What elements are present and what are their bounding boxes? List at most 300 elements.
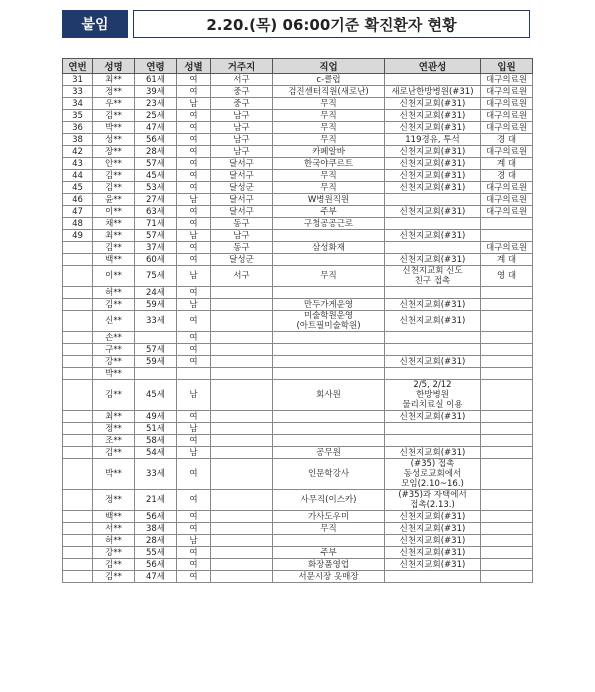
cell-residence (211, 459, 273, 490)
cell-sex: 남 (177, 447, 211, 459)
cell-occupation (273, 344, 385, 356)
cell-occupation: 무직 (273, 134, 385, 146)
cell-hospital (481, 218, 533, 230)
cell-residence: 달성군 (211, 182, 273, 194)
cell-name: 김** (93, 380, 135, 411)
cell-number: 45 (63, 182, 93, 194)
cell-name: 김** (93, 299, 135, 311)
cell-connection: 신천지교회(#31) (385, 311, 481, 332)
cell-residence: 남구 (211, 146, 273, 158)
cell-hospital: 대구의료원 (481, 122, 533, 134)
table-row (63, 122, 533, 134)
cell-age: 25세 (135, 110, 177, 122)
cell-name: 우** (93, 98, 135, 110)
cell-occupation: 인문학강사 (273, 459, 385, 490)
cell-number (63, 411, 93, 423)
cell-sex: 여 (177, 523, 211, 535)
cell-connection: 신천지교회(#31) (385, 523, 481, 535)
cell-hospital (481, 547, 533, 559)
cell-sex: 남 (177, 98, 211, 110)
cell-sex: 여 (177, 287, 211, 299)
cell-connection (385, 344, 481, 356)
cell-number (63, 490, 93, 511)
cell-sex: 여 (177, 356, 211, 368)
cell-number (63, 535, 93, 547)
table-row (63, 146, 533, 158)
cell-name: 박** (93, 459, 135, 490)
cell-number (63, 571, 93, 583)
cell-age: 45세 (135, 170, 177, 182)
cell-number (63, 447, 93, 459)
cell-number: 38 (63, 134, 93, 146)
cell-occupation (273, 287, 385, 299)
cell-sex: 남 (177, 299, 211, 311)
cell-number: 31 (63, 74, 93, 86)
cell-occupation: 화장품영업 (273, 559, 385, 571)
cell-residence (211, 435, 273, 447)
cell-hospital: 대구의료원 (481, 146, 533, 158)
cell-hospital: 대구의료원 (481, 86, 533, 98)
cell-occupation: 검진센터직원(새로난) (273, 86, 385, 98)
cell-occupation: 삼성화재 (273, 242, 385, 254)
cell-occupation (273, 423, 385, 435)
cell-connection (385, 571, 481, 583)
cell-age: 57세 (135, 158, 177, 170)
table-row (63, 194, 533, 206)
table-row (63, 511, 533, 523)
cell-number: 46 (63, 194, 93, 206)
cell-number: 44 (63, 170, 93, 182)
cell-name: 박** (93, 368, 135, 380)
cell-sex: 남 (177, 230, 211, 242)
cell-residence: 달서구 (211, 194, 273, 206)
cell-connection: 새로난한방병원(#31) (385, 86, 481, 98)
cell-hospital (481, 380, 533, 411)
cell-name: 최** (93, 411, 135, 423)
cell-connection: 119경유, 투석 (385, 134, 481, 146)
cell-hospital (481, 523, 533, 535)
cell-number: 48 (63, 218, 93, 230)
cell-number (63, 254, 93, 266)
cell-residence: 동구 (211, 218, 273, 230)
cell-sex: 여 (177, 74, 211, 86)
cell-hospital (481, 411, 533, 423)
table-row (63, 206, 533, 218)
cell-hospital: 대구의료원 (481, 194, 533, 206)
patients-table (62, 58, 533, 583)
cell-residence: 동구 (211, 242, 273, 254)
cell-name: 안** (93, 158, 135, 170)
col-header-sex: 성별 (177, 59, 211, 74)
table-row (63, 411, 533, 423)
cell-residence (211, 380, 273, 411)
cell-connection: 신천지교회(#31) (385, 535, 481, 547)
cell-name: 정** (93, 86, 135, 98)
cell-hospital: 대구의료원 (481, 98, 533, 110)
cell-age (135, 332, 177, 344)
table-row (63, 344, 533, 356)
cell-sex: 여 (177, 134, 211, 146)
cell-sex: 여 (177, 254, 211, 266)
cell-residence (211, 490, 273, 511)
cell-connection: 신천지교회(#31) (385, 559, 481, 571)
cell-hospital: 경 대 (481, 134, 533, 146)
cell-age: 71세 (135, 218, 177, 230)
cell-name: 이** (93, 206, 135, 218)
cell-occupation: 무직 (273, 182, 385, 194)
table-row (63, 559, 533, 571)
cell-age: 28세 (135, 535, 177, 547)
cell-number (63, 266, 93, 287)
table-row (63, 134, 533, 146)
cell-sex: 남 (177, 194, 211, 206)
cell-name: 신** (93, 311, 135, 332)
cell-name: 강** (93, 547, 135, 559)
cell-number (63, 380, 93, 411)
table-row (63, 447, 533, 459)
cell-name: 손** (93, 332, 135, 344)
cell-age: 27세 (135, 194, 177, 206)
cell-connection: 신천지교회(#31) (385, 230, 481, 242)
cell-sex: 여 (177, 311, 211, 332)
cell-age: 60세 (135, 254, 177, 266)
cell-connection: 신천지교회(#31) (385, 447, 481, 459)
cell-name: 성** (93, 134, 135, 146)
cell-age: 47세 (135, 122, 177, 134)
cell-residence (211, 447, 273, 459)
table-row (63, 98, 533, 110)
table-header-row (63, 59, 533, 74)
table-row (63, 182, 533, 194)
cell-hospital (481, 535, 533, 547)
attachment-label: 붙임 (62, 10, 128, 38)
cell-age: 57세 (135, 230, 177, 242)
col-header-name: 성명 (93, 59, 135, 74)
cell-name: 박** (93, 122, 135, 134)
col-header-hospital: 입원 (481, 59, 533, 74)
table-row (63, 435, 533, 447)
cell-sex: 여 (177, 490, 211, 511)
table-row (63, 311, 533, 332)
cell-connection: 신천지교회(#31) (385, 511, 481, 523)
cell-residence (211, 523, 273, 535)
cell-connection: 신천지교회(#31) (385, 182, 481, 194)
cell-connection (385, 368, 481, 380)
cell-residence (211, 344, 273, 356)
cell-number (63, 511, 93, 523)
cell-age: 56세 (135, 559, 177, 571)
cell-sex: 여 (177, 170, 211, 182)
cell-age: 24세 (135, 287, 177, 299)
table-body (63, 74, 533, 583)
cell-name: 백** (93, 511, 135, 523)
cell-residence: 남구 (211, 134, 273, 146)
cell-number (63, 344, 93, 356)
cell-age: 59세 (135, 299, 177, 311)
cell-occupation: 서문시장 옷매장 (273, 571, 385, 583)
cell-sex: 여 (177, 242, 211, 254)
cell-hospital (481, 299, 533, 311)
cell-occupation (273, 535, 385, 547)
cell-residence: 남구 (211, 230, 273, 242)
cell-sex: 남 (177, 380, 211, 411)
cell-number: 43 (63, 158, 93, 170)
cell-occupation (273, 356, 385, 368)
cell-hospital (481, 230, 533, 242)
cell-sex (177, 368, 211, 380)
cell-hospital: 대구의료원 (481, 74, 533, 86)
cell-age: 56세 (135, 511, 177, 523)
cell-age: 47세 (135, 571, 177, 583)
cell-occupation (273, 332, 385, 344)
cell-sex: 남 (177, 266, 211, 287)
cell-hospital (481, 311, 533, 332)
cell-connection (385, 194, 481, 206)
cell-hospital: 대구의료원 (481, 206, 533, 218)
cell-number (63, 459, 93, 490)
cell-name: 조** (93, 435, 135, 447)
cell-number (63, 356, 93, 368)
cell-residence (211, 535, 273, 547)
cell-name: 김** (93, 182, 135, 194)
table-row (63, 535, 533, 547)
cell-age: 33세 (135, 459, 177, 490)
cell-name: 윤** (93, 194, 135, 206)
table-row (63, 74, 533, 86)
cell-hospital (481, 447, 533, 459)
col-header-number: 연번 (63, 59, 93, 74)
table-row (63, 423, 533, 435)
table-row (63, 170, 533, 182)
cell-occupation: 카페알바 (273, 146, 385, 158)
cell-occupation: 만두가게운영 (273, 299, 385, 311)
cell-connection: 2/5, 2/12 한방병원 물리치료실 이용 (385, 380, 481, 411)
cell-occupation (273, 435, 385, 447)
cell-connection (385, 242, 481, 254)
cell-connection: 신천지교회(#31) (385, 206, 481, 218)
cell-occupation: 무직 (273, 170, 385, 182)
cell-residence (211, 411, 273, 423)
cell-age: 56세 (135, 134, 177, 146)
col-header-connection: 연관성 (385, 59, 481, 74)
cell-sex: 여 (177, 547, 211, 559)
cell-number (63, 311, 93, 332)
cell-age: 63세 (135, 206, 177, 218)
cell-name: 정** (93, 423, 135, 435)
table-row (63, 332, 533, 344)
cell-residence: 남구 (211, 110, 273, 122)
cell-hospital: 대구의료원 (481, 110, 533, 122)
cell-sex: 여 (177, 435, 211, 447)
table-row (63, 218, 533, 230)
cell-residence: 서구 (211, 266, 273, 287)
cell-name: 이** (93, 266, 135, 287)
cell-connection (385, 435, 481, 447)
cell-hospital (481, 571, 533, 583)
cell-residence (211, 356, 273, 368)
cell-sex: 여 (177, 411, 211, 423)
cell-name: 서** (93, 523, 135, 535)
cell-age (135, 368, 177, 380)
cell-residence (211, 571, 273, 583)
table-row (63, 356, 533, 368)
cell-hospital: 계 대 (481, 254, 533, 266)
cell-sex: 여 (177, 218, 211, 230)
cell-hospital (481, 490, 533, 511)
cell-number: 42 (63, 146, 93, 158)
cell-hospital (481, 423, 533, 435)
cell-residence: 중구 (211, 98, 273, 110)
cell-hospital: 계 대 (481, 158, 533, 170)
table-row (63, 266, 533, 287)
cell-age: 39세 (135, 86, 177, 98)
cell-sex: 여 (177, 571, 211, 583)
cell-hospital: 영 대 (481, 266, 533, 287)
cell-connection: 신천지교회(#31) (385, 158, 481, 170)
cell-connection: 신천지교회(#31) (385, 170, 481, 182)
cell-occupation: 공무원 (273, 447, 385, 459)
cell-residence (211, 511, 273, 523)
cell-sex: 여 (177, 559, 211, 571)
cell-occupation: 무직 (273, 98, 385, 110)
cell-residence (211, 547, 273, 559)
cell-name: 김** (93, 571, 135, 583)
table-row (63, 287, 533, 299)
cell-hospital (481, 287, 533, 299)
table-row (63, 490, 533, 511)
cell-age: 38세 (135, 523, 177, 535)
cell-occupation: 구청공공근로 (273, 218, 385, 230)
cell-sex: 여 (177, 459, 211, 490)
cell-number (63, 559, 93, 571)
cell-age: 37세 (135, 242, 177, 254)
cell-residence: 달성군 (211, 254, 273, 266)
cell-connection (385, 218, 481, 230)
cell-age: 53세 (135, 182, 177, 194)
cell-hospital (481, 459, 533, 490)
cell-name: 김** (93, 447, 135, 459)
cell-occupation: 회사원 (273, 380, 385, 411)
cell-sex: 남 (177, 535, 211, 547)
table-row (63, 368, 533, 380)
cell-name: 허** (93, 287, 135, 299)
cell-hospital (481, 332, 533, 344)
cell-connection: 신천지교회(#31) (385, 356, 481, 368)
cell-connection (385, 74, 481, 86)
cell-sex: 여 (177, 158, 211, 170)
cell-name: 정** (93, 490, 135, 511)
cell-hospital (481, 368, 533, 380)
col-header-residence: 거주지 (211, 59, 273, 74)
cell-number (63, 435, 93, 447)
cell-name: 김** (93, 170, 135, 182)
cell-sex: 여 (177, 146, 211, 158)
cell-name: 최** (93, 74, 135, 86)
cell-residence: 달서구 (211, 170, 273, 182)
cell-occupation: 무직 (273, 110, 385, 122)
cell-connection (385, 423, 481, 435)
cell-number: 49 (63, 230, 93, 242)
cell-connection: 신천지교회(#31) (385, 254, 481, 266)
cell-age: 75세 (135, 266, 177, 287)
cell-number (63, 547, 93, 559)
page-title: 2.20.(목) 06:00기준 확진환자 현황 (133, 10, 530, 38)
cell-name: 허** (93, 535, 135, 547)
table-row (63, 547, 533, 559)
table-row (63, 158, 533, 170)
cell-age: 61세 (135, 74, 177, 86)
cell-sex: 여 (177, 110, 211, 122)
cell-connection: 신천지교회(#31) (385, 110, 481, 122)
cell-residence: 중구 (211, 86, 273, 98)
cell-name: 구** (93, 344, 135, 356)
cell-hospital: 경 대 (481, 170, 533, 182)
cell-age: 54세 (135, 447, 177, 459)
cell-residence (211, 368, 273, 380)
cell-age: 23세 (135, 98, 177, 110)
cell-age: 45세 (135, 380, 177, 411)
cell-hospital: 대구의료원 (481, 242, 533, 254)
cell-residence: 달서구 (211, 206, 273, 218)
table-row (63, 86, 533, 98)
cell-number (63, 287, 93, 299)
cell-connection: 신천지교회(#31) (385, 98, 481, 110)
cell-age: 28세 (135, 146, 177, 158)
cell-residence (211, 332, 273, 344)
cell-name: 백** (93, 254, 135, 266)
cell-number: 35 (63, 110, 93, 122)
cell-name: 김** (93, 559, 135, 571)
table-row (63, 230, 533, 242)
cell-connection: 신천지교회(#31) (385, 547, 481, 559)
cell-age: 49세 (135, 411, 177, 423)
cell-sex: 여 (177, 182, 211, 194)
cell-residence (211, 559, 273, 571)
cell-name: 김** (93, 110, 135, 122)
cell-hospital (481, 344, 533, 356)
cell-occupation: 한국야쿠르트 (273, 158, 385, 170)
cell-residence (211, 287, 273, 299)
cell-number: 33 (63, 86, 93, 98)
cell-residence: 남구 (211, 122, 273, 134)
cell-sex: 여 (177, 344, 211, 356)
cell-age: 33세 (135, 311, 177, 332)
cell-number: 36 (63, 122, 93, 134)
cell-residence: 서구 (211, 74, 273, 86)
cell-connection: 신천지교회(#31) (385, 411, 481, 423)
cell-number (63, 242, 93, 254)
cell-age: 58세 (135, 435, 177, 447)
cell-hospital (481, 559, 533, 571)
cell-number (63, 423, 93, 435)
cell-age: 55세 (135, 547, 177, 559)
cell-connection: 신천지교회(#31) (385, 299, 481, 311)
cell-residence (211, 311, 273, 332)
cell-age: 59세 (135, 356, 177, 368)
cell-connection: 신천지교회(#31) (385, 122, 481, 134)
cell-sex: 여 (177, 511, 211, 523)
cell-hospital (481, 511, 533, 523)
cell-connection: 신천지교회 신도 친구 접촉 (385, 266, 481, 287)
cell-residence: 달서구 (211, 158, 273, 170)
cell-occupation: 주부 (273, 206, 385, 218)
cell-connection (385, 287, 481, 299)
table-row (63, 254, 533, 266)
cell-number (63, 523, 93, 535)
cell-sex: 여 (177, 332, 211, 344)
cell-sex: 여 (177, 86, 211, 98)
cell-number: 47 (63, 206, 93, 218)
